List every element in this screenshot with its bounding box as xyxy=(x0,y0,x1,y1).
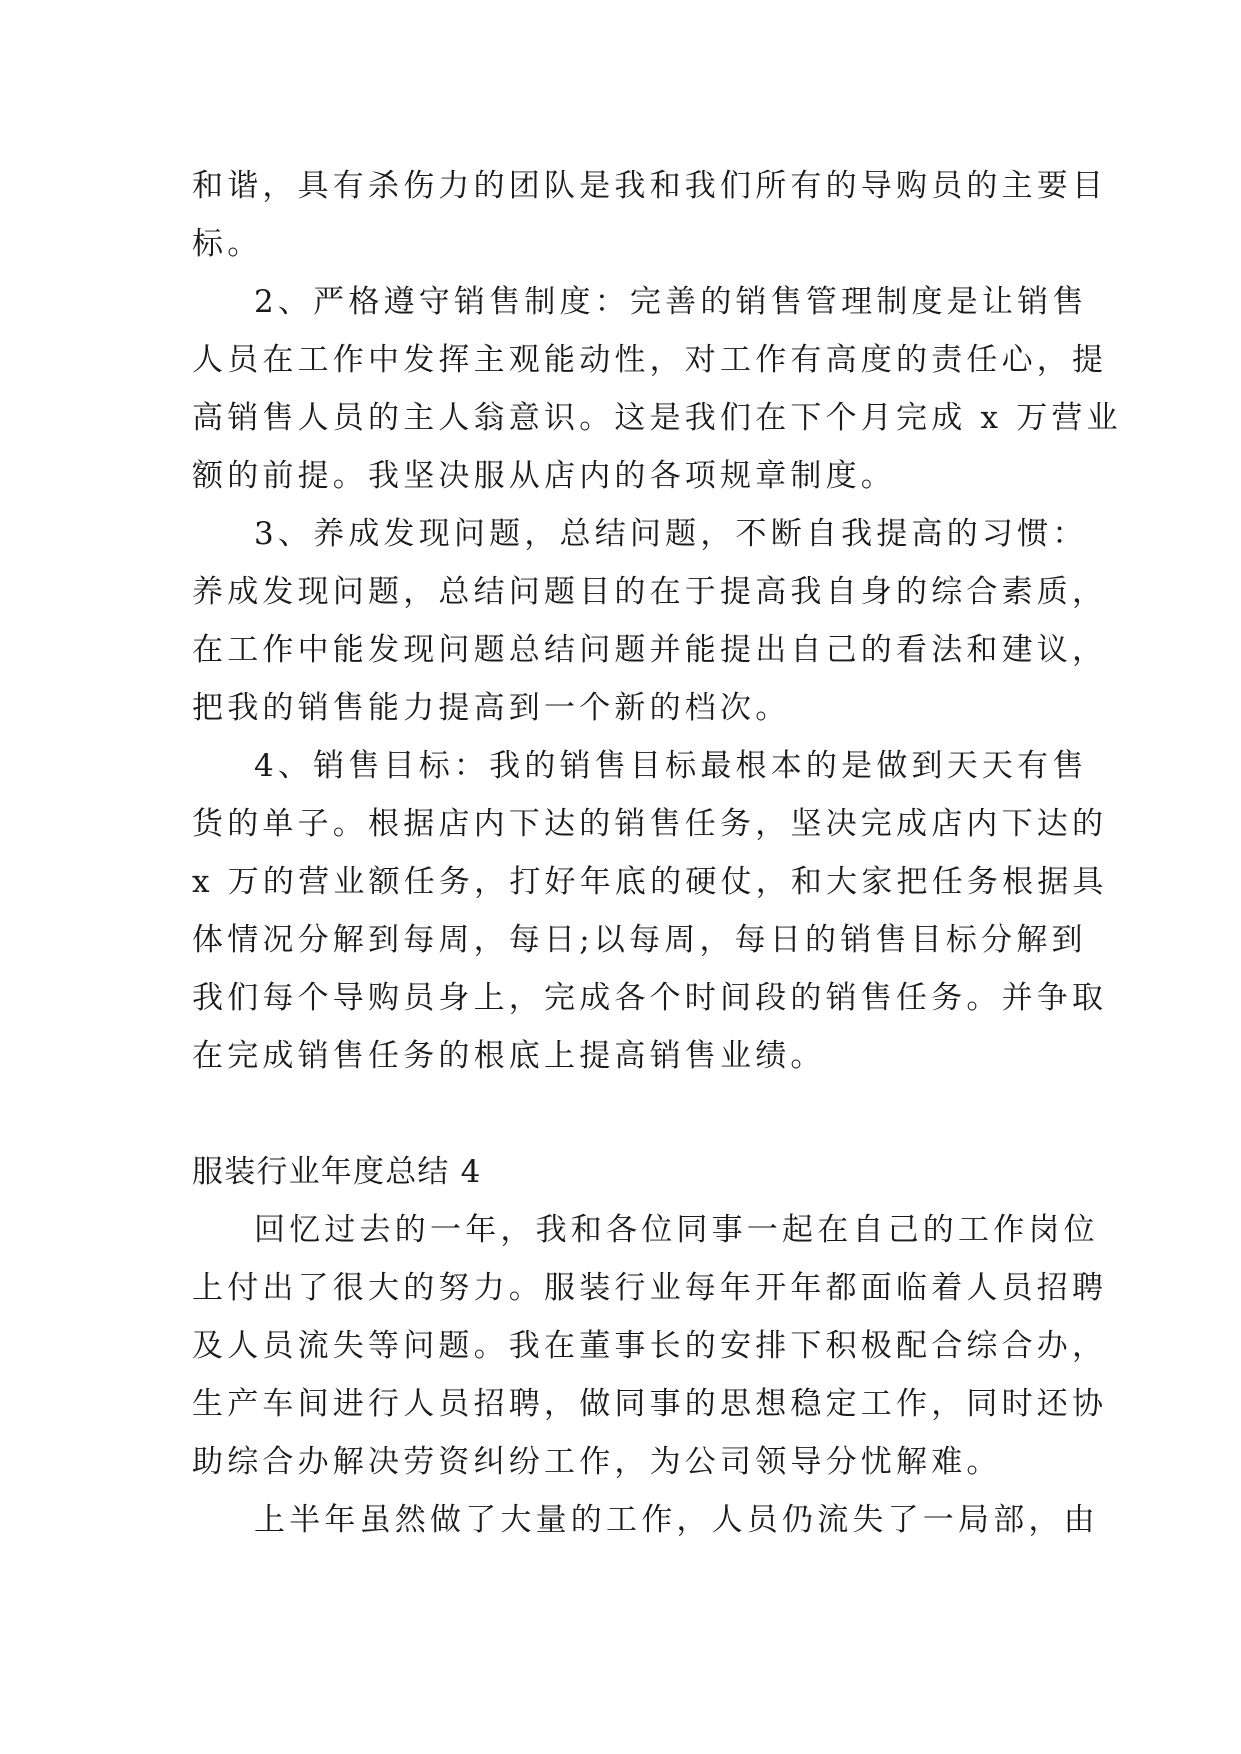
section-heading: 服装行业年度总结 4 xyxy=(192,1154,482,1190)
paragraph-line: 高销售人员的主人翁意识。这是我们在下个月完成 x 万营业 xyxy=(192,400,1122,436)
paragraph-line: 额的前提。我坚决服从店内的各项规章制度。 xyxy=(192,458,896,494)
paragraph-line: 和谐，具有杀伤力的团队是我和我们所有的导购员的主要目 xyxy=(192,168,1108,204)
paragraph-first-line: 上半年虽然做了大量的工作，人员仍流失了一局部，由 xyxy=(254,1502,1099,1538)
paragraph-line: 上付出了很大的努力。服装行业每年开年都面临着人员招聘 xyxy=(192,1270,1108,1306)
paragraph-line: 体情况分解到每周，每日;以每周，每日的销售目标分解到 xyxy=(192,922,1087,958)
paragraph-line: 及人员流失等问题。我在董事长的安排下积极配合综合办， xyxy=(192,1328,1108,1364)
paragraph-line: 在完成销售任务的根底上提高销售业绩。 xyxy=(192,1038,826,1074)
paragraph-line: 把我的销售能力提高到一个新的档次。 xyxy=(192,690,791,726)
list-item-4-first-line: 4、销售目标：我的销售目标最根本的是做到天天有售 xyxy=(254,748,1088,784)
list-item-2-first-line: 2、严格遵守销售制度：完善的销售管理制度是让销售 xyxy=(254,284,1088,320)
paragraph-first-line: 回忆过去的一年，我和各位同事一起在自己的工作岗位 xyxy=(254,1212,1099,1248)
paragraph-line: 生产车间进行人员招聘，做同事的思想稳定工作，同时还协 xyxy=(192,1386,1108,1422)
paragraph-line: 在工作中能发现问题总结问题并能提出自己的看法和建议， xyxy=(192,632,1108,668)
paragraph-line: 养成发现问题，总结问题目的在于提高我自身的综合素质， xyxy=(192,574,1108,610)
paragraph-line: 货的单子。根据店内下达的销售任务，坚决完成店内下达的 xyxy=(192,806,1108,842)
paragraph-line: 标。 xyxy=(192,226,263,262)
paragraph-line: 助综合办解决劳资纠纷工作，为公司领导分忧解难。 xyxy=(192,1444,1002,1480)
paragraph-line: 人员在工作中发挥主观能动性，对工作有高度的责任心，提 xyxy=(192,342,1108,378)
paragraph-line: x 万的营业额任务，打好年底的硬仗，和大家把任务根据具 xyxy=(192,864,1108,900)
paragraph-line: 我们每个导购员身上，完成各个时间段的销售任务。并争取 xyxy=(192,980,1108,1016)
list-item-3-first-line: 3、养成发现问题，总结问题，不断自我提高的习惯： xyxy=(254,516,1088,552)
